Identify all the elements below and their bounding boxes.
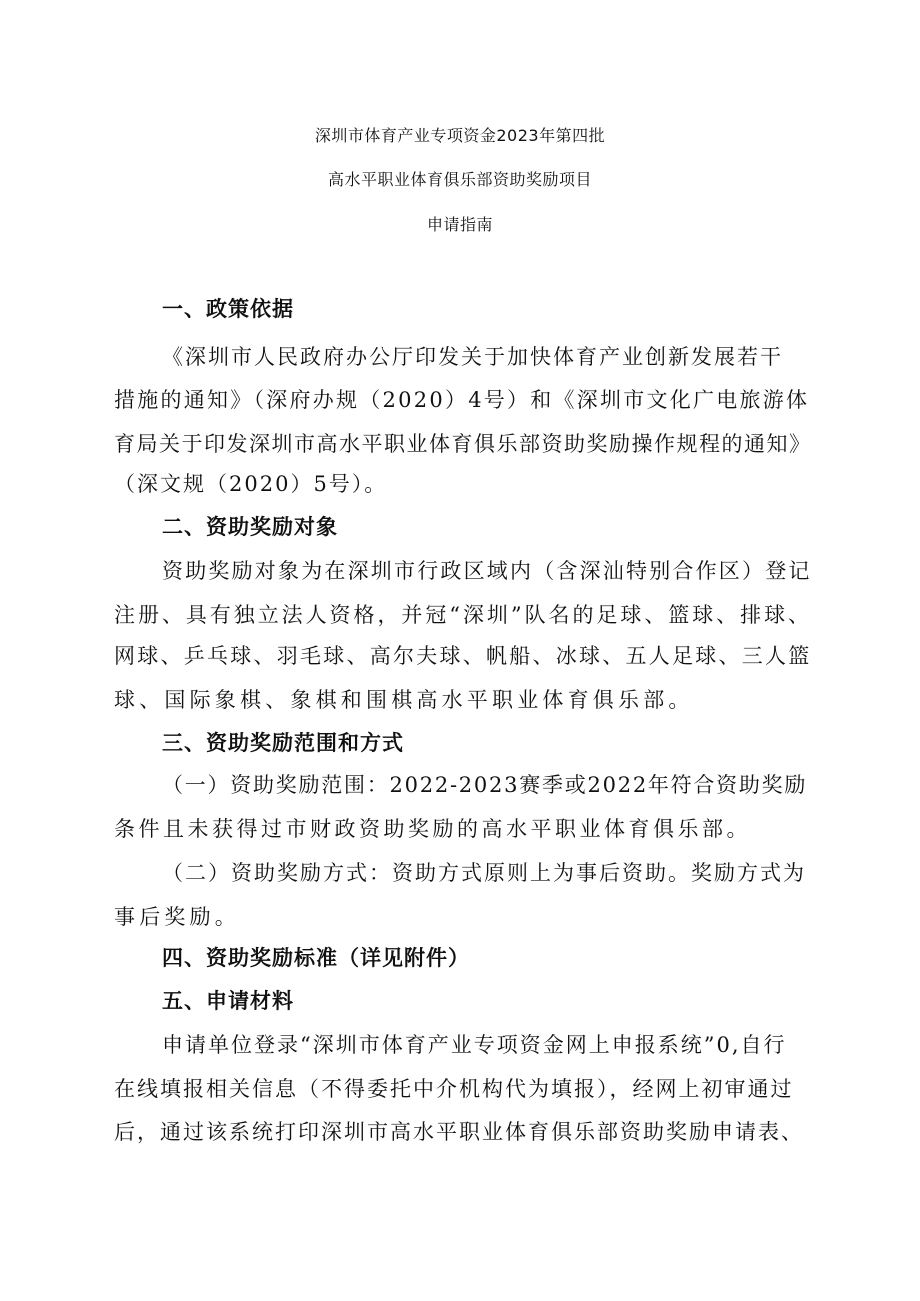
paragraph-line: 育局关于印发深圳市高水平职业体育俱乐部资助奖励操作规程的通知》 <box>114 432 812 456</box>
document-title-line-1: 深圳市体育产业专项资金2023年第四批 <box>314 126 606 145</box>
paragraph-line: 网球、乒乓球、羽毛球、高尔夫球、帆船、冰球、五人足球、三人篮 <box>114 644 812 668</box>
paragraph-line: 球、国际象棋、象棋和围棋高水平职业体育俱乐部。 <box>114 688 694 712</box>
paragraph-line: 《深圳市人民政府办公厅印发关于加快体育产业创新发展若干 <box>162 345 783 369</box>
section-heading-funding-standard: 四、资助奖励标准（详见附件） <box>162 946 470 970</box>
paragraph-line: 事后奖励。 <box>114 905 240 929</box>
paragraph-line: 申请单位登录“深圳市体育产业专项资金网上申报系统”0,自行 <box>162 1033 787 1057</box>
paragraph-line: （一）资助奖励范围：2022-2023赛季或2022年符合资助奖励 <box>162 773 808 797</box>
paragraph-line: 措施的通知》（深府办规（2020）4号）和《深圳市文化广电旅游体 <box>114 388 810 412</box>
section-heading-funding-target: 二、资助奖励对象 <box>162 515 338 539</box>
paragraph-line: 在线填报相关信息（不得委托中介机构代为填报），经网上初审通过 <box>114 1077 794 1101</box>
paragraph-line: （深文规（2020）5号）。 <box>114 472 388 496</box>
paragraph-line: 资助奖励对象为在深圳市行政区域内（含深汕特别合作区）登记 <box>162 559 812 583</box>
paragraph-line: （二）资助奖励方式：资助方式原则上为事后资助。奖励方式为 <box>162 861 806 885</box>
paragraph-line: 条件且未获得过市财政资助奖励的高水平职业体育俱乐部。 <box>114 817 751 841</box>
paragraph-line: 后，通过该系统打印深圳市高水平职业体育俱乐部资助奖励申请表、 <box>114 1120 804 1144</box>
paragraph-line: 注册、具有独立法人资格，并冠“深圳”队名的足球、篮球、排球、 <box>114 603 812 627</box>
document-title-line-3: 申请指南 <box>426 215 493 234</box>
document-title-line-2: 高水平职业体育俱乐部资助奖励项目 <box>327 170 592 189</box>
section-heading-funding-scope: 三、资助奖励范围和方式 <box>162 731 404 755</box>
section-heading-policy-basis: 一、政策依据 <box>162 297 294 321</box>
section-heading-application-materials: 五、申请材料 <box>162 989 294 1013</box>
